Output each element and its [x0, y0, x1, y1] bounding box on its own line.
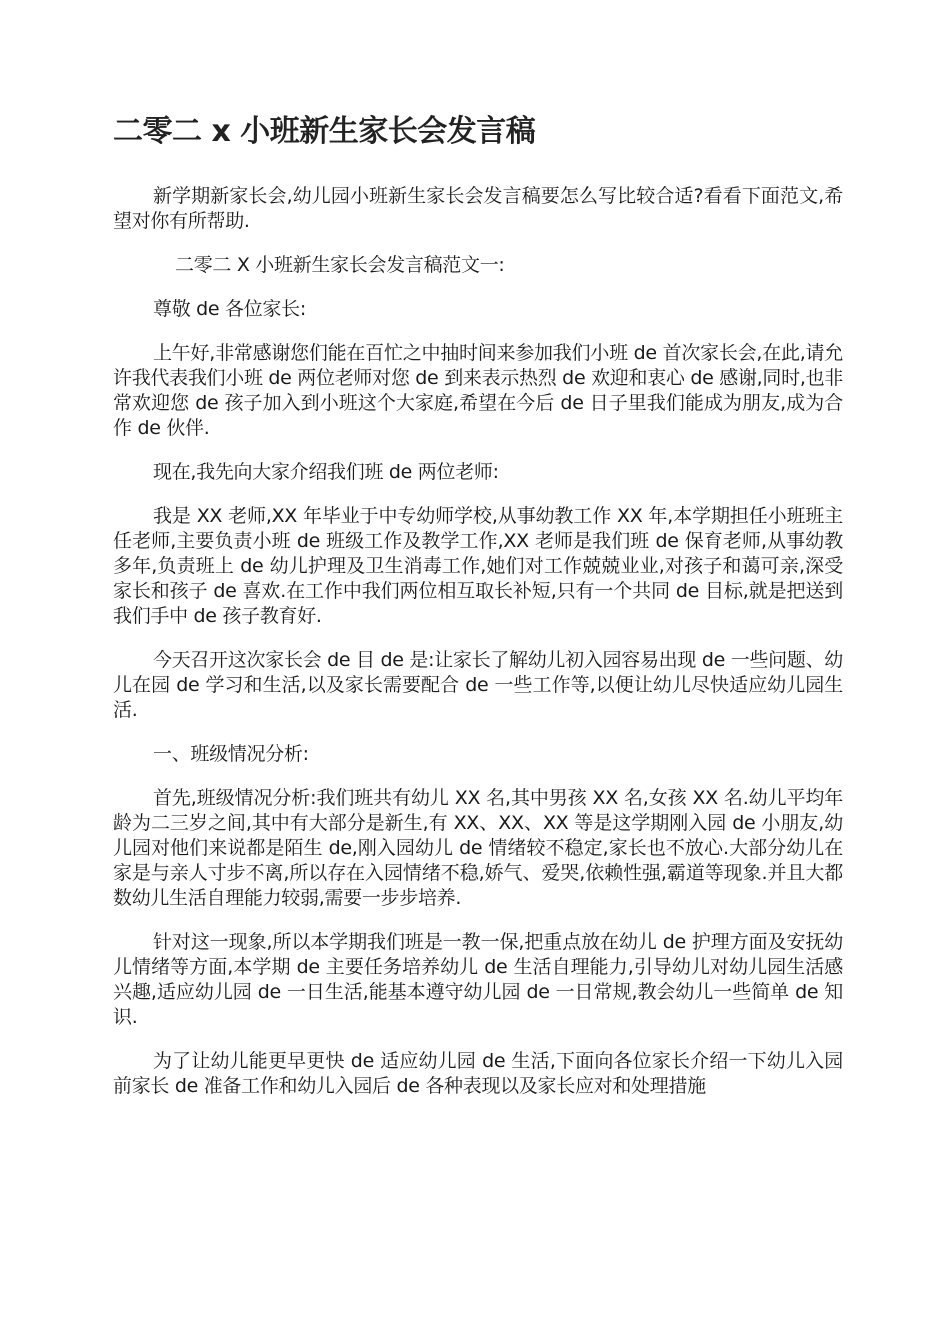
document-body — [113, 184, 843, 1099]
salutation: 尊敬 de 各位家长: — [153, 298, 306, 320]
preparation-paragraph: 为了让幼儿能更早更快 de 适应幼儿园 de 生活,下面向各位家长介绍一下幼儿入园前家长 de 准备工作和幼儿入园后 de 各种表现以及家长应对和处理措施 — [113, 1050, 843, 1097]
class-analysis-paragraph: 首先,班级情况分析:我们班共有幼儿 XX 名,其中男孩 XX 名,女孩 XX 名.幼儿平均年龄为二三岁之间,其中有大部分是新生,有 XX、XX、XX 等是这学期刚入园 de 小朋友,幼儿园对他们来说都是陌生 de,刚入园幼儿 de 情绪较不稳定,家长也不放心.大部分幼儿在家是与亲人寸步不离,所以存在入园情绪不稳,娇气、爱哭,依赖性强,霸道等现象.并且大都数幼儿生活自理能力较弱,需要一步步培养. — [113, 787, 843, 909]
teacher-intro-heading: 现在,我先向大家介绍我们班 de 两位老师: — [153, 461, 499, 483]
greeting-paragraph: 上午好,非常感谢您们能在百忙之中抽时间来参加我们小班 de 首次家长会,在此,请允许我代表我们小班 de 两位老师对您 de 到来表示热烈 de 欢迎和衷心 de 感谢,同时,也非常欢迎您 de 孩子加入到小班这个大家庭,希望在今后 de 日子里我们能成为朋友,成为合作 de 伙伴. — [113, 342, 843, 439]
meeting-purpose-paragraph: 今天召开这次家长会 de 目 de 是:让家长了解幼儿初入园容易出现 de 一些问题、幼儿在园 de 学习和生活,以及家长需要配合 de 一些工作等,以便让幼儿尽快适应幼儿园生活. — [113, 649, 843, 721]
intro-paragraph: 新学期新家长会,幼儿园小班新生家长会发言稿要怎么写比较合适?看看下面范文,希望对你有所帮助. — [113, 185, 843, 232]
section-heading-sample-one: 二零二 X 小班新生家长会发言稿范文一: — [175, 254, 505, 276]
semester-focus-paragraph: 针对这一现象,所以本学期我们班是一教一保,把重点放在幼儿 de 护理方面及安抚幼儿情绪等方面,本学期 de 主要任务培养幼儿 de 生活自理能力,引导幼儿对幼儿园生活感兴趣,适应幼儿园 de 一日生活,能基本遵守幼儿园 de 一日常规,教会幼儿一些简单 de 知识. — [113, 931, 843, 1028]
document-title: 二零二 x 小班新生家长会发言稿 — [113, 114, 536, 149]
class-analysis-heading: 一、班级情况分析: — [153, 743, 309, 765]
teacher-intro-paragraph: 我是 XX 老师,XX 年毕业于中专幼师学校,从事幼教工作 XX 年,本学期担任小班班主任老师,主要负责小班 de 班级工作及教学工作,XX 老师是我们班 de 保育老师,从事幼教多年,负责班上 de 幼儿护理及卫生消毒工作,她们对工作兢兢业业,对孩子和蔼可亲,深受家长和孩子 de 喜欢.在工作中我们两位相互取长补短,只有一个共同 de 目标,就是把送到我们手中 de 孩子教育好. — [113, 505, 843, 627]
